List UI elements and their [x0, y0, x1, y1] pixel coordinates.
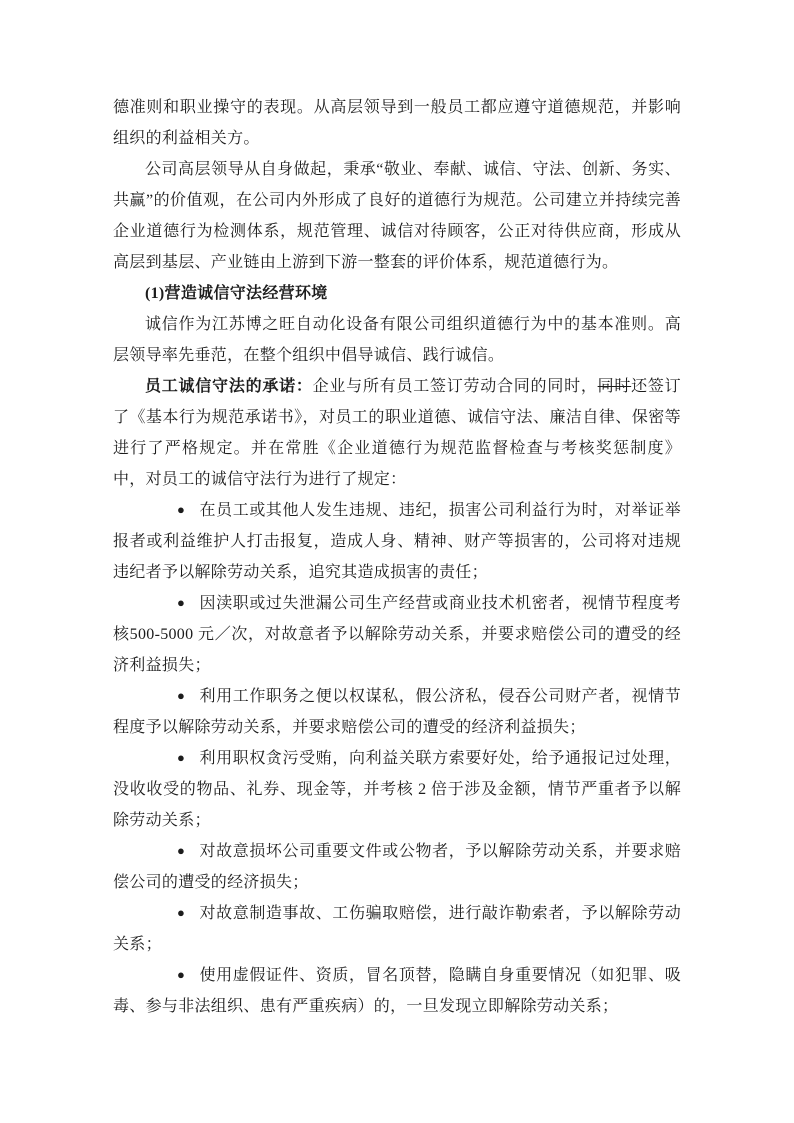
paragraph-text-segment: 还签订了《基本行为规范承诺书》，对员工的职业道德、诚信守法、廉洁自律、保密等进行了严格规定。并在常胜《企业道德行为规范监督检查与考核奖惩制度》中，对员工的诚信守法行为进行了规定：	[113, 378, 681, 488]
bullet-icon: ●	[177, 843, 186, 858]
section-heading: (1)营造诚信守法经营环境	[145, 285, 328, 302]
bullet-text: 在员工或其他人发生违规、违纪，损害公司利益行为时，对举证举报者或利益维护人打击报复，造成人身、精神、财产等损害的，公司将对违规违纪者予以解除劳动关系，追究其造成损害的责任；	[113, 502, 681, 581]
bullet-text: 使用虚假证件、资质，冒名顶替，隐瞒自身重要情况（如犯罪、吸毒、参与非法组织、患有严重疾病）的，一旦发现立即解除劳动关系；	[113, 967, 681, 1015]
bullet-icon: ●	[177, 967, 186, 982]
paragraph-company-values: 公司高层领导从自身做起，秉承“敬业、奉献、诚信、守法、创新、务实、共赢”的价值观，在公司内外形成了良好的道德行为规范。公司建立并持续完善企业道德行为检测体系，规范管理、诚信对待顾客，公正对待供应商，形成从高层到基层、产业链由上游到下游一整套的评价体系，规范道德行为。	[113, 161, 681, 271]
bullet-item	[113, 898, 681, 960]
bullet-item	[113, 960, 681, 1022]
document-body	[113, 92, 681, 1022]
bullet-text: 对故意损坏公司重要文件或公物者，予以解除劳动关系，并要求赔偿公司的遭受的经济损失；	[113, 843, 681, 891]
bullet-icon: ●	[177, 502, 186, 517]
bullet-item	[113, 743, 681, 836]
bullet-icon: ●	[177, 688, 186, 703]
bullet-item	[113, 681, 681, 743]
bullet-item	[113, 836, 681, 898]
bullet-item	[113, 588, 681, 681]
bullet-icon: ●	[177, 750, 186, 765]
paragraph-integrity-principle: 诚信作为江苏博之旺自动化设备有限公司组织道德行为中的基本准则。高层领导率先垂范，在整个组织中倡导诚信、践行诚信。	[113, 316, 681, 364]
bullet-text: 因渎职或过失泄漏公司生产经营或商业技术机密者，视情节程度考核500-5000 元／次，对故意者予以解除劳动关系，并要求赔偿公司的遭受的经济利益损失；	[113, 595, 681, 674]
deleted-text: 同时	[597, 378, 632, 395]
bullet-text: 利用工作职务之便以权谋私，假公济私，侵吞公司财产者，视情节程度予以解除劳动关系，并要求赔偿公司的遭受的经济利益损失；	[113, 688, 681, 736]
bullet-icon: ●	[177, 905, 186, 920]
bullet-text: 对故意制造事故、工伤骗取赔偿，进行敲诈勒索者，予以解除劳动关系；	[113, 905, 681, 953]
bullet-item	[113, 495, 681, 588]
bullet-text: 利用职权贪污受贿，向利益关联方索要好处，给予通报记过处理，没收收受的物品、礼券、现金等，并考核 2 倍于涉及金额，情节严重者予以解除劳动关系；	[113, 750, 681, 829]
bullet-icon: ●	[177, 595, 186, 610]
paragraph-continuation: 德准则和职业操守的表现。从高层领导到一般员工都应遵守道德规范，并影响组织的利益相关方。	[113, 99, 681, 147]
paragraph-text-segment: 企业与所有员工签订劳动合同的同时，	[312, 378, 598, 395]
paragraph-lead-bold: 员工诚信守法的承诺：	[145, 378, 313, 395]
paragraph-employee-commitment	[113, 371, 681, 495]
